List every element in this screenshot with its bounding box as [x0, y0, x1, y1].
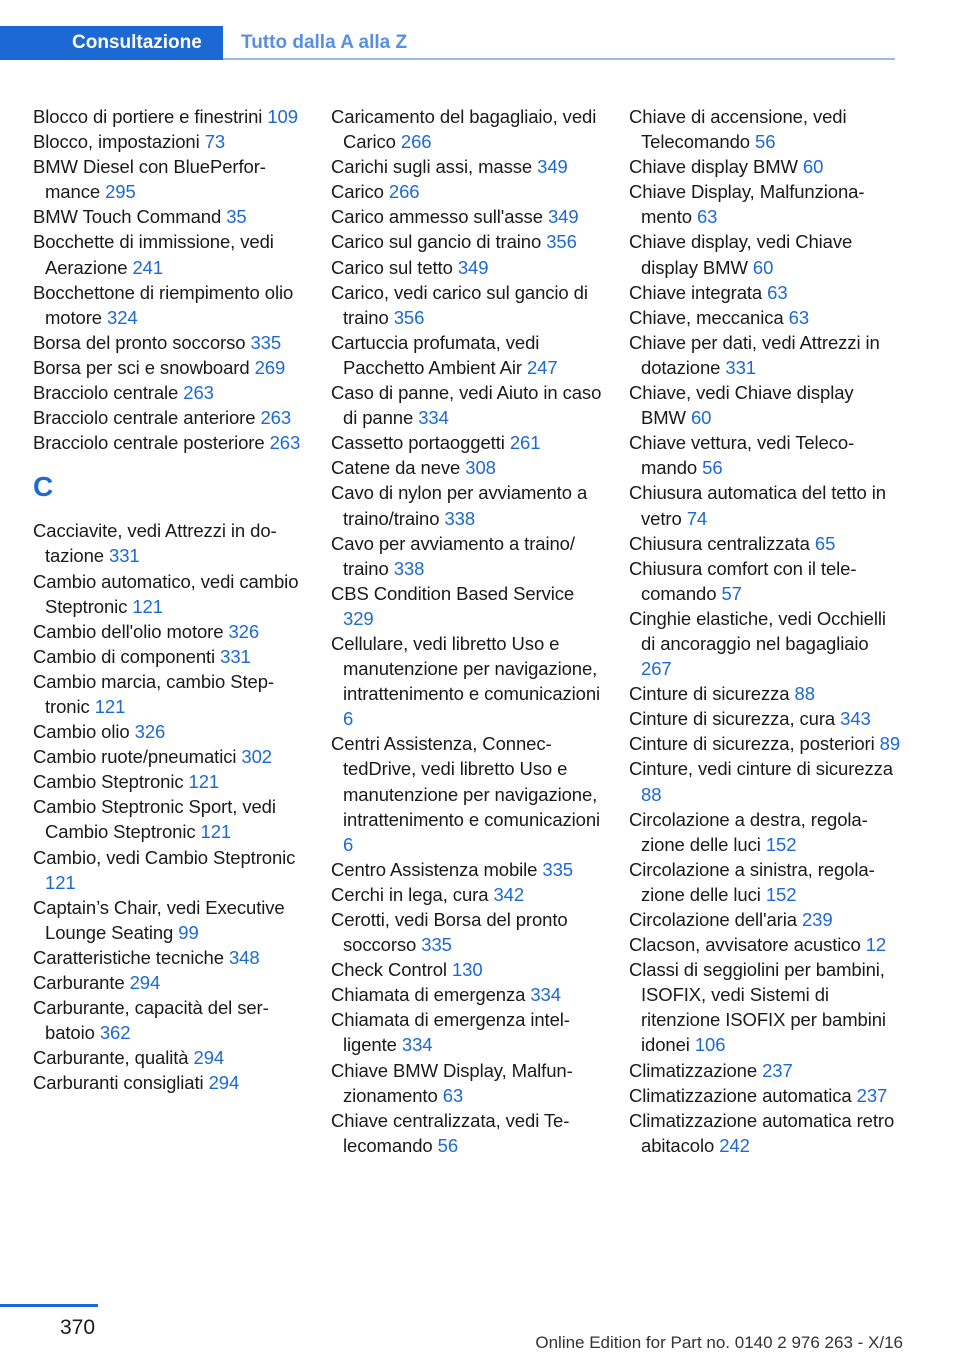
- index-entry: [33, 405, 305, 430]
- entry-text: CBS Condition Based Service: [331, 582, 575, 604]
- page-link[interactable]: 121: [45, 871, 76, 893]
- entry-text: Chiave, meccanica: [629, 306, 784, 328]
- entry-text: Captain’s Chair, vedi Executive Lounge Seating: [33, 896, 285, 943]
- index-entry: [33, 669, 305, 719]
- header-tabs: [0, 26, 960, 62]
- index-entry: [33, 518, 305, 568]
- index-entry: [33, 129, 305, 154]
- page-link[interactable]: 334: [401, 1034, 433, 1056]
- page-link[interactable]: 335: [421, 934, 452, 956]
- page-link[interactable]: 263: [183, 382, 214, 404]
- page-link[interactable]: 109: [267, 106, 298, 127]
- page-link[interactable]: 99: [178, 921, 199, 943]
- page-link[interactable]: 60: [690, 407, 712, 429]
- page-link[interactable]: 349: [537, 156, 568, 178]
- entry-text: Cerotti, vedi Borsa del pronto soccorso: [331, 909, 568, 956]
- index-entry: [33, 355, 305, 380]
- index-entry: [331, 229, 603, 254]
- index-entry: [331, 1108, 603, 1158]
- entry-text: Bocchettone di riempimento olio motore: [33, 281, 294, 328]
- index-entry: [629, 280, 901, 305]
- entry-text: Carburanti consigliati: [33, 1072, 204, 1094]
- page-link[interactable]: 239: [801, 909, 833, 930]
- page-link[interactable]: 308: [465, 457, 496, 479]
- page-link[interactable]: 335: [250, 331, 282, 353]
- index-entry: [629, 907, 901, 932]
- page-link[interactable]: 294: [129, 972, 161, 993]
- index-entry: [331, 531, 603, 581]
- entry-text: Chiave integrata: [629, 281, 763, 303]
- page-link[interactable]: 326: [134, 721, 166, 743]
- index-entry: [331, 154, 603, 179]
- entry-text: Chiusura centralizzata: [629, 532, 810, 554]
- index-entry: [33, 1070, 305, 1095]
- index-entry: [331, 907, 603, 957]
- page-link[interactable]: 331: [109, 545, 140, 567]
- entry-text: Chiave vettura, vedi Telecomando: [629, 432, 855, 479]
- page-link[interactable]: 326: [228, 620, 260, 642]
- index-entry: [629, 104, 901, 154]
- entry-text: Climatizzazione: [629, 1059, 758, 1081]
- entry-text: Cambio ruote/pneumatici: [33, 746, 237, 768]
- index-entry: [629, 556, 901, 606]
- index-entry: [33, 970, 305, 995]
- entry-text: Carico ammesso sull'asse: [331, 206, 543, 228]
- entry-text: Chiusura automatica del tetto in vetro: [629, 482, 886, 529]
- index-entry: [629, 756, 901, 806]
- entry-text: Classi di seggiolini per bambini, ISOFIX, vedi Sistemi di ritenzione ISOFIX per bambini idonei: [629, 959, 886, 1056]
- index-entry: [331, 1058, 603, 1108]
- entry-text: Carico: [331, 181, 384, 203]
- entry-text: Caricamento del bagagliaio, vedi Carico: [331, 106, 597, 153]
- index-entry: [33, 380, 305, 405]
- page-link[interactable]: 334: [418, 407, 449, 429]
- entry-text: Catene da neve: [331, 457, 461, 479]
- page-link[interactable]: 121: [200, 821, 232, 843]
- index-entry: [331, 104, 603, 154]
- entry-text: Carico sul gancio di traino: [331, 231, 542, 253]
- page-link[interactable]: 338: [444, 507, 476, 529]
- entry-text: Cinture di sicurezza: [629, 683, 790, 705]
- footer-rule: [0, 1304, 98, 1307]
- index-entry: [33, 104, 305, 129]
- page-link[interactable]: 331: [220, 645, 251, 667]
- entry-text: Cassetto portaoggetti: [331, 432, 505, 454]
- index-entry: [33, 845, 305, 895]
- index-entry: [33, 619, 305, 644]
- index-entry: [331, 255, 603, 280]
- entry-text: Cavo per avviamento a traino/ traino: [331, 532, 575, 579]
- index-entry: [33, 794, 305, 844]
- entry-text: Chiave, vedi Chiave display BMW: [629, 382, 854, 429]
- entry-text: Centri Assistenza, ConnectedDrive, vedi libretto Uso e manutenzione per navigazione, intrattenimento e comunicazioni: [331, 733, 601, 830]
- page-link[interactable]: 237: [856, 1084, 888, 1106]
- entry-text: Carburante, qualità: [33, 1047, 189, 1069]
- index-entry: [331, 455, 603, 480]
- entry-text: Cinture di sicurezza, posteriori: [629, 733, 875, 755]
- index-entry: [331, 631, 603, 731]
- index-entry: [331, 430, 603, 455]
- entry-text: Carico, vedi carico sul gancio di traino: [331, 281, 588, 328]
- entry-text: Climatizzazione automatica: [629, 1084, 852, 1106]
- page-link[interactable]: 269: [254, 356, 286, 378]
- page-link[interactable]: 60: [802, 156, 824, 178]
- tab-consultazione[interactable]: Consultazione: [0, 26, 223, 60]
- entry-text: Cerchi in lega, cura: [331, 883, 489, 905]
- page-link[interactable]: 324: [107, 306, 138, 328]
- entry-text: Blocco di portiere e finestrini: [33, 106, 263, 127]
- page-link[interactable]: 56: [437, 1134, 459, 1156]
- index-entry: [331, 480, 603, 530]
- entry-text: Chiave display BMW: [629, 156, 798, 178]
- page-link[interactable]: 74: [686, 507, 708, 529]
- page-link[interactable]: 343: [840, 708, 871, 730]
- page-link[interactable]: 106: [694, 1034, 726, 1056]
- index-entry: [33, 644, 305, 669]
- index-entry: [629, 1083, 901, 1108]
- entry-text: Bracciolo centrale posteriore: [33, 432, 265, 454]
- index-entry: [629, 706, 901, 731]
- page-link[interactable]: 338: [393, 557, 425, 579]
- index-entry: [629, 606, 901, 681]
- page-link[interactable]: 121: [132, 595, 163, 617]
- entry-text: Bracciolo centrale: [33, 382, 179, 404]
- index-entry: [331, 330, 603, 380]
- index-entry: [629, 179, 901, 229]
- page-link[interactable]: 12: [865, 934, 887, 956]
- entry-text: Climatizzazione automatica retro abitacolo: [629, 1109, 895, 1156]
- page-number: 370: [60, 1316, 96, 1339]
- entry-text: Chiave di accensione, vedi Telecomando: [629, 106, 847, 153]
- entry-text: Cambio olio: [33, 721, 130, 743]
- page-link[interactable]: 263: [260, 407, 292, 429]
- index-entry: [629, 1108, 901, 1158]
- index-entry: [629, 681, 901, 706]
- page-link[interactable]: 241: [132, 256, 164, 278]
- entry-text: Chiamata di emergenza intelligente: [331, 1009, 570, 1056]
- index-entry: [33, 719, 305, 744]
- page-link[interactable]: 349: [457, 256, 489, 278]
- entry-text: Circolazione a sinistra, regolazione delle luci: [629, 858, 875, 905]
- entry-text: Carburante, capacità del serbatoio: [33, 997, 269, 1044]
- page-link[interactable]: 63: [696, 206, 718, 228]
- edition-note: Online Edition for Part no. 0140 2 976 263 - X/16: [535, 1333, 903, 1352]
- page-link[interactable]: 266: [400, 131, 432, 153]
- page-link[interactable]: 295: [105, 181, 136, 203]
- page-link[interactable]: 294: [193, 1047, 225, 1069]
- page-link[interactable]: 56: [755, 131, 776, 153]
- index-entry: [331, 380, 603, 430]
- entry-text: Cambio Steptronic Sport, vedi Cambio Steptronic: [33, 796, 276, 843]
- index-entry: [331, 882, 603, 907]
- page-link[interactable]: 329: [343, 607, 374, 629]
- header-rule: [223, 58, 895, 60]
- entry-text: Bocchette di immissione, vedi Aerazione: [33, 231, 274, 278]
- section-letter: C: [33, 471, 54, 503]
- page-link[interactable]: 65: [814, 532, 836, 554]
- index-entry: [33, 569, 305, 619]
- page-link[interactable]: 6: [343, 833, 354, 855]
- page-link[interactable]: 266: [388, 181, 420, 203]
- index-entry: [33, 330, 305, 355]
- entry-text: Cambio di componenti: [33, 645, 216, 667]
- index-entry: [33, 280, 305, 330]
- page-link[interactable]: 302: [241, 746, 272, 768]
- entry-text: Circolazione dell'aria: [629, 909, 797, 930]
- page-link[interactable]: 356: [393, 306, 425, 328]
- page-link[interactable]: 331: [725, 356, 756, 378]
- page-link[interactable]: 294: [208, 1072, 240, 1094]
- entry-text: Cambio automatico, vedi cambio Steptronic: [33, 570, 299, 617]
- tab-tutto-dalla-a-alla-z[interactable]: Tutto dalla A alla Z: [241, 32, 408, 53]
- page-link[interactable]: 130: [451, 959, 483, 981]
- entry-text: Blocco, impostazioni: [33, 131, 200, 153]
- entry-text: Clacson, avvisatore acustico: [629, 934, 861, 956]
- entry-text: Cambio marcia, cambio Steptronic: [33, 670, 275, 717]
- index-entry: [331, 857, 603, 882]
- entry-text: Chiave per dati, vedi Attrezzi in dotazione: [629, 331, 880, 378]
- index-entry: [629, 857, 901, 907]
- index-entry: [629, 305, 901, 330]
- index-entry: [629, 1058, 901, 1083]
- page-link[interactable]: 88: [641, 783, 662, 805]
- page-link[interactable]: 267: [641, 658, 672, 680]
- index-entry: [33, 1045, 305, 1070]
- page-link[interactable]: 63: [788, 306, 810, 328]
- index-entry: [33, 895, 305, 945]
- index-entry: [629, 229, 901, 279]
- page-link[interactable]: 35: [226, 206, 247, 228]
- index-entry: [33, 945, 305, 970]
- index-column-3: [629, 104, 901, 1158]
- index-entry: [629, 480, 901, 530]
- index-entry: [33, 229, 305, 279]
- index-entry: [331, 179, 603, 204]
- entry-text: Caso di panne, vedi Aiuto in caso di panne: [331, 382, 602, 429]
- page-link[interactable]: 349: [547, 206, 579, 228]
- page-link[interactable]: 88: [794, 683, 815, 705]
- index-entry: [33, 154, 305, 204]
- page-link[interactable]: 89: [879, 733, 901, 755]
- entry-text: Check Control: [331, 959, 447, 981]
- page-link[interactable]: 242: [719, 1134, 750, 1156]
- index-column-1: [33, 104, 305, 1095]
- index-entry: [331, 280, 603, 330]
- page-link[interactable]: 152: [765, 883, 797, 905]
- page-link[interactable]: 237: [762, 1059, 793, 1081]
- page-link[interactable]: 63: [442, 1084, 464, 1106]
- entry-text: Cambio, vedi Cambio Steptronic: [33, 846, 296, 868]
- index-column-2: [331, 104, 603, 1158]
- entry-text: Chiamata di emergenza: [331, 984, 526, 1006]
- entry-text: BMW Diesel con BluePerformance: [33, 156, 266, 203]
- index-entry: [331, 957, 603, 982]
- page-link[interactable]: 261: [509, 432, 541, 454]
- entry-text: Cacciavite, vedi Attrezzi in dotazione: [33, 520, 277, 567]
- index-entry: [331, 982, 603, 1007]
- entry-text: Carico sul tetto: [331, 256, 453, 278]
- entry-text: Centro Assistenza mobile: [331, 858, 538, 880]
- page-link[interactable]: 334: [530, 984, 561, 1006]
- page-link[interactable]: 348: [228, 946, 260, 968]
- index-entry: [629, 957, 901, 1057]
- page-link[interactable]: 356: [546, 231, 577, 253]
- page-link[interactable]: 60: [752, 256, 774, 278]
- entry-text: Caratteristiche tecniche: [33, 946, 224, 968]
- index-entry: [331, 1007, 603, 1057]
- entry-text: Cavo di nylon per avviamento a traino/traino: [331, 482, 588, 529]
- entry-text: BMW Touch Command: [33, 206, 222, 228]
- index-entry: [33, 430, 305, 455]
- page-link[interactable]: 56: [702, 457, 723, 479]
- index-entry: [33, 769, 305, 794]
- index-entry: [33, 995, 305, 1045]
- page-link[interactable]: 335: [542, 858, 573, 880]
- entry-text: Circolazione a destra, regolazione delle luci: [629, 808, 868, 855]
- entry-text: Carburante: [33, 972, 125, 993]
- page-link[interactable]: 121: [188, 771, 220, 793]
- index-entry: [629, 807, 901, 857]
- entry-text: Chiave Display, Malfunzionamento: [629, 181, 865, 228]
- entry-text: Borsa per sci e snowboard: [33, 356, 250, 378]
- entry-text: Carichi sugli assi, masse: [331, 156, 533, 178]
- page-link[interactable]: 263: [269, 432, 301, 454]
- entry-text: Chiusura comfort con il telecomando: [629, 557, 857, 604]
- index-entry: [331, 204, 603, 229]
- index-entry: [33, 744, 305, 769]
- entry-text: Chiave centralizzata, vedi Telecomando: [331, 1109, 570, 1156]
- page-link[interactable]: 362: [99, 1022, 131, 1044]
- entry-text: Chiave display, vedi Chiave display BMW: [629, 231, 853, 278]
- entry-text: Chiave BMW Display, Malfunzionamento: [331, 1059, 573, 1106]
- page-link[interactable]: 63: [767, 281, 788, 303]
- index-entry: [629, 380, 901, 430]
- index-entry: [629, 731, 901, 756]
- index-entry: [331, 581, 603, 631]
- page-link[interactable]: 247: [526, 356, 558, 378]
- page-link[interactable]: 342: [493, 883, 525, 905]
- index-entry: [331, 731, 603, 856]
- entry-text: Cinghie elastiche, vedi Occhielli di ancoraggio nel bagagliaio: [629, 607, 886, 654]
- page-link[interactable]: 121: [94, 695, 126, 717]
- entry-text: Cellulare, vedi libretto Uso e manutenzione per navigazione, intrattenimento e comunicazioni: [331, 632, 601, 705]
- entry-text: Cambio dell'olio motore: [33, 620, 224, 642]
- index-entry: [629, 330, 901, 380]
- entry-text: Bracciolo centrale anteriore: [33, 407, 256, 429]
- page-link[interactable]: 57: [721, 582, 742, 604]
- page-link[interactable]: 6: [343, 708, 354, 730]
- entry-text: Cinture di sicurezza, cura: [629, 708, 836, 730]
- index-entry: [629, 932, 901, 957]
- index-entry: [33, 204, 305, 229]
- index-entry: [629, 531, 901, 556]
- entry-text: Cinture, vedi cinture di sicurezza: [629, 758, 893, 780]
- entry-text: Cambio Steptronic: [33, 771, 184, 793]
- index-entry: [629, 430, 901, 480]
- page-link[interactable]: 73: [204, 131, 226, 153]
- page-link[interactable]: 152: [765, 833, 797, 855]
- index-entry: [629, 154, 901, 179]
- entry-text: Borsa del pronto soccorso: [33, 331, 246, 353]
- entry-text: Cartuccia profumata, vedi Pacchetto Ambient Air: [331, 331, 540, 378]
